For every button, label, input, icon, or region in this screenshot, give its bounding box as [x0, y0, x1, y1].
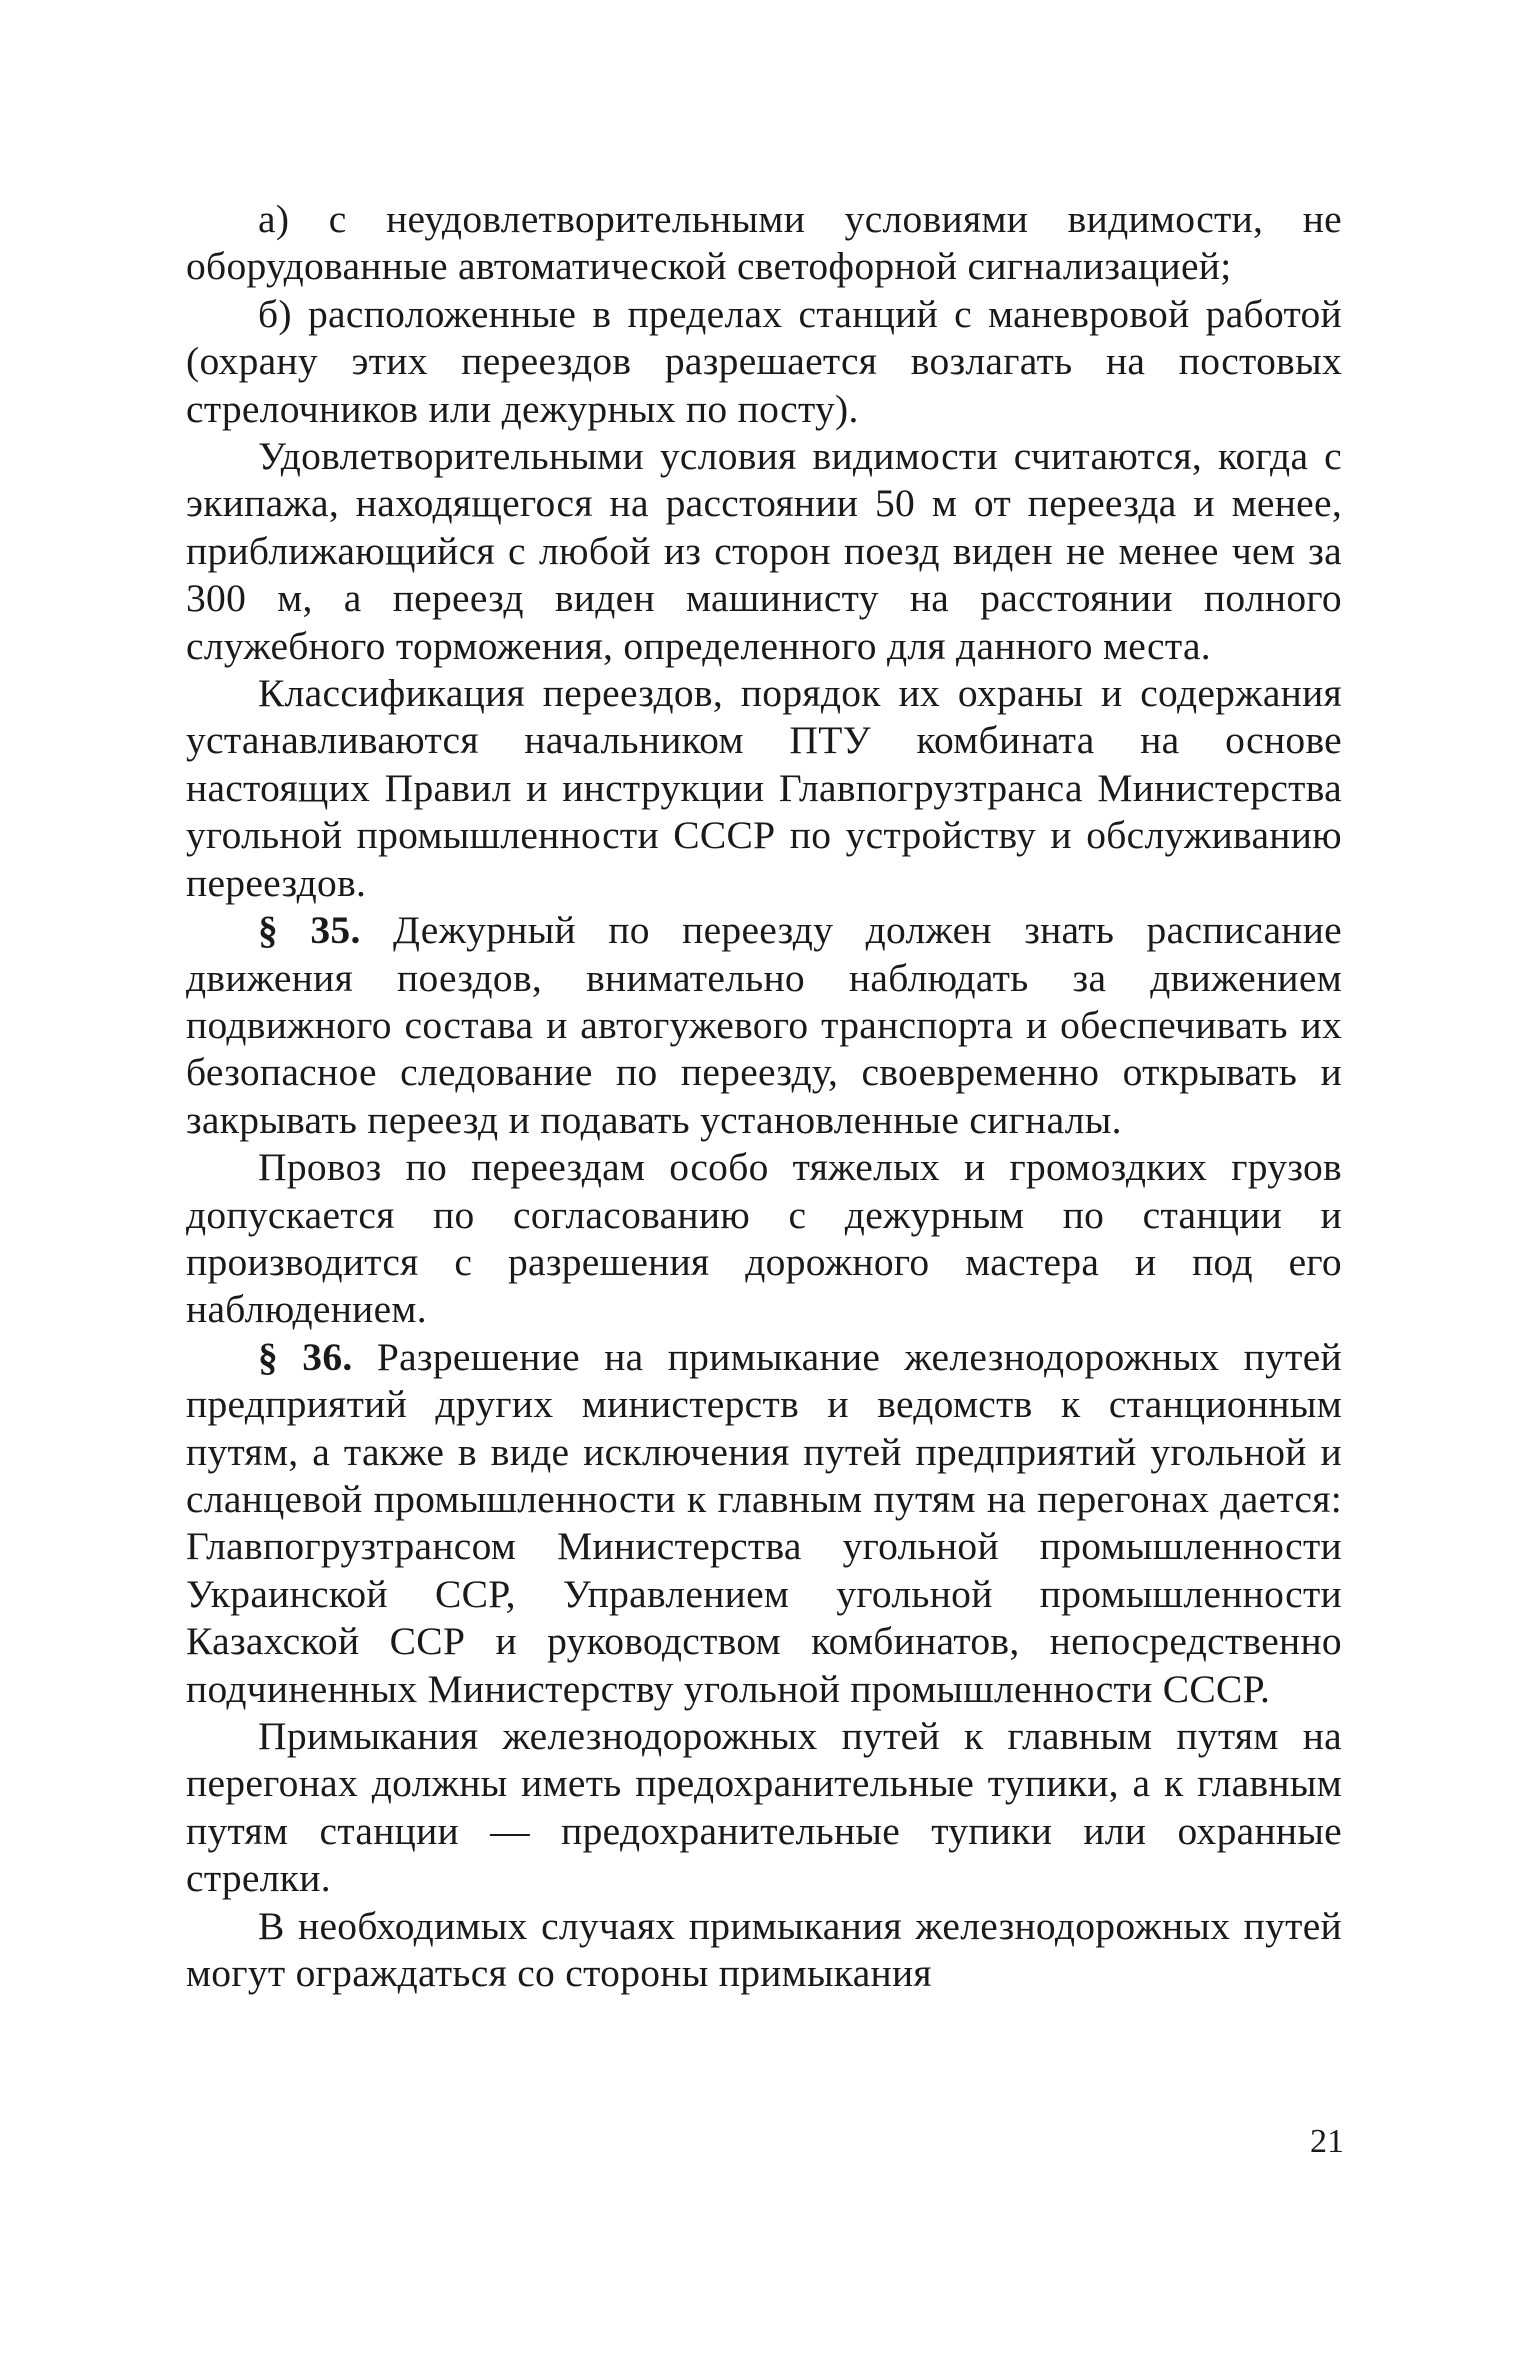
paragraph-item-b: б) расположенные в пределах станций с маневровой работой (охрану этих переездов разрешается возлагать на постовых стрелочников или дежурных по посту). [186, 291, 1342, 431]
paragraph-visibility-conditions: Удовлетворительными условия видимости считаются, когда с экипажа, находящегося на расстоянии 50 м от переезда и менее, приближающийся с любой из сторон поезд виден не менее чем за 300 м, а переезд виден машинисту на расстоянии полного служебного торможения, определенного для данного места. [186, 434, 1342, 668]
document-page [186, 196, 1342, 1997]
paragraph-crossing-classification: Классификация переездов, порядок их охраны и содержания устанавливаются начальником ПТУ комбината на основе настоящих Правил и инструкции Главпогрузтранса Министерства угольной промышленности СССР по устройству и обслуживанию переездов. [186, 671, 1342, 905]
paragraph-section-35: § 35. Дежурный по переезду должен знать расписание движения поездов, внимательно наблюдать за движением подвижного состава и автогужевого транспорта и обеспечивать их безопасное следование по переезду, своевременно открывать и закрывать переезд и подавать установленные сигналы. [186, 908, 1343, 1142]
section-35-number: § 35. [258, 908, 361, 953]
paragraph-junction-protection: В необходимых случаях примыкания железнодорожных путей могут ограждаться со стороны примыкания [186, 1903, 1342, 1996]
section-36-number: § 36. [258, 1334, 353, 1379]
page-number: 21 [1310, 2123, 1344, 2160]
paragraph-junctions: Примыкания железнодорожных путей к главным путям на перегонах должны иметь предохранительные тупики, а к главным путям станции — предохранительные тупики или охранные стрелки. [186, 1714, 1342, 1901]
paragraph-heavy-cargo: Провоз по переездам особо тяжелых и громоздких грузов допускается по согласованию с дежурным по станции и производится с разрешения дорожного мастера и под его наблюдением. [186, 1145, 1342, 1332]
paragraph-item-a: а) с неудовлетворительными условиями видимости, не оборудованные автоматической светофорной сигнализацией; [186, 197, 1342, 289]
paragraph-section-36: § 36. Разрешение на примыкание железнодорожных путей предприятий других министерств и ведомств к станционным путям, а также в виде исключения путей предприятий угольной и сланцевой промышленности к главным путям на перегонах дается: Главпогрузтрансом Министерства угольной промышленности Украинской ССР, Управлением угольной промышленности Казахской ССР и руководством комбинатов, непосредственно подчиненных Министерству угольной промышленности СССР. [186, 1334, 1342, 1711]
